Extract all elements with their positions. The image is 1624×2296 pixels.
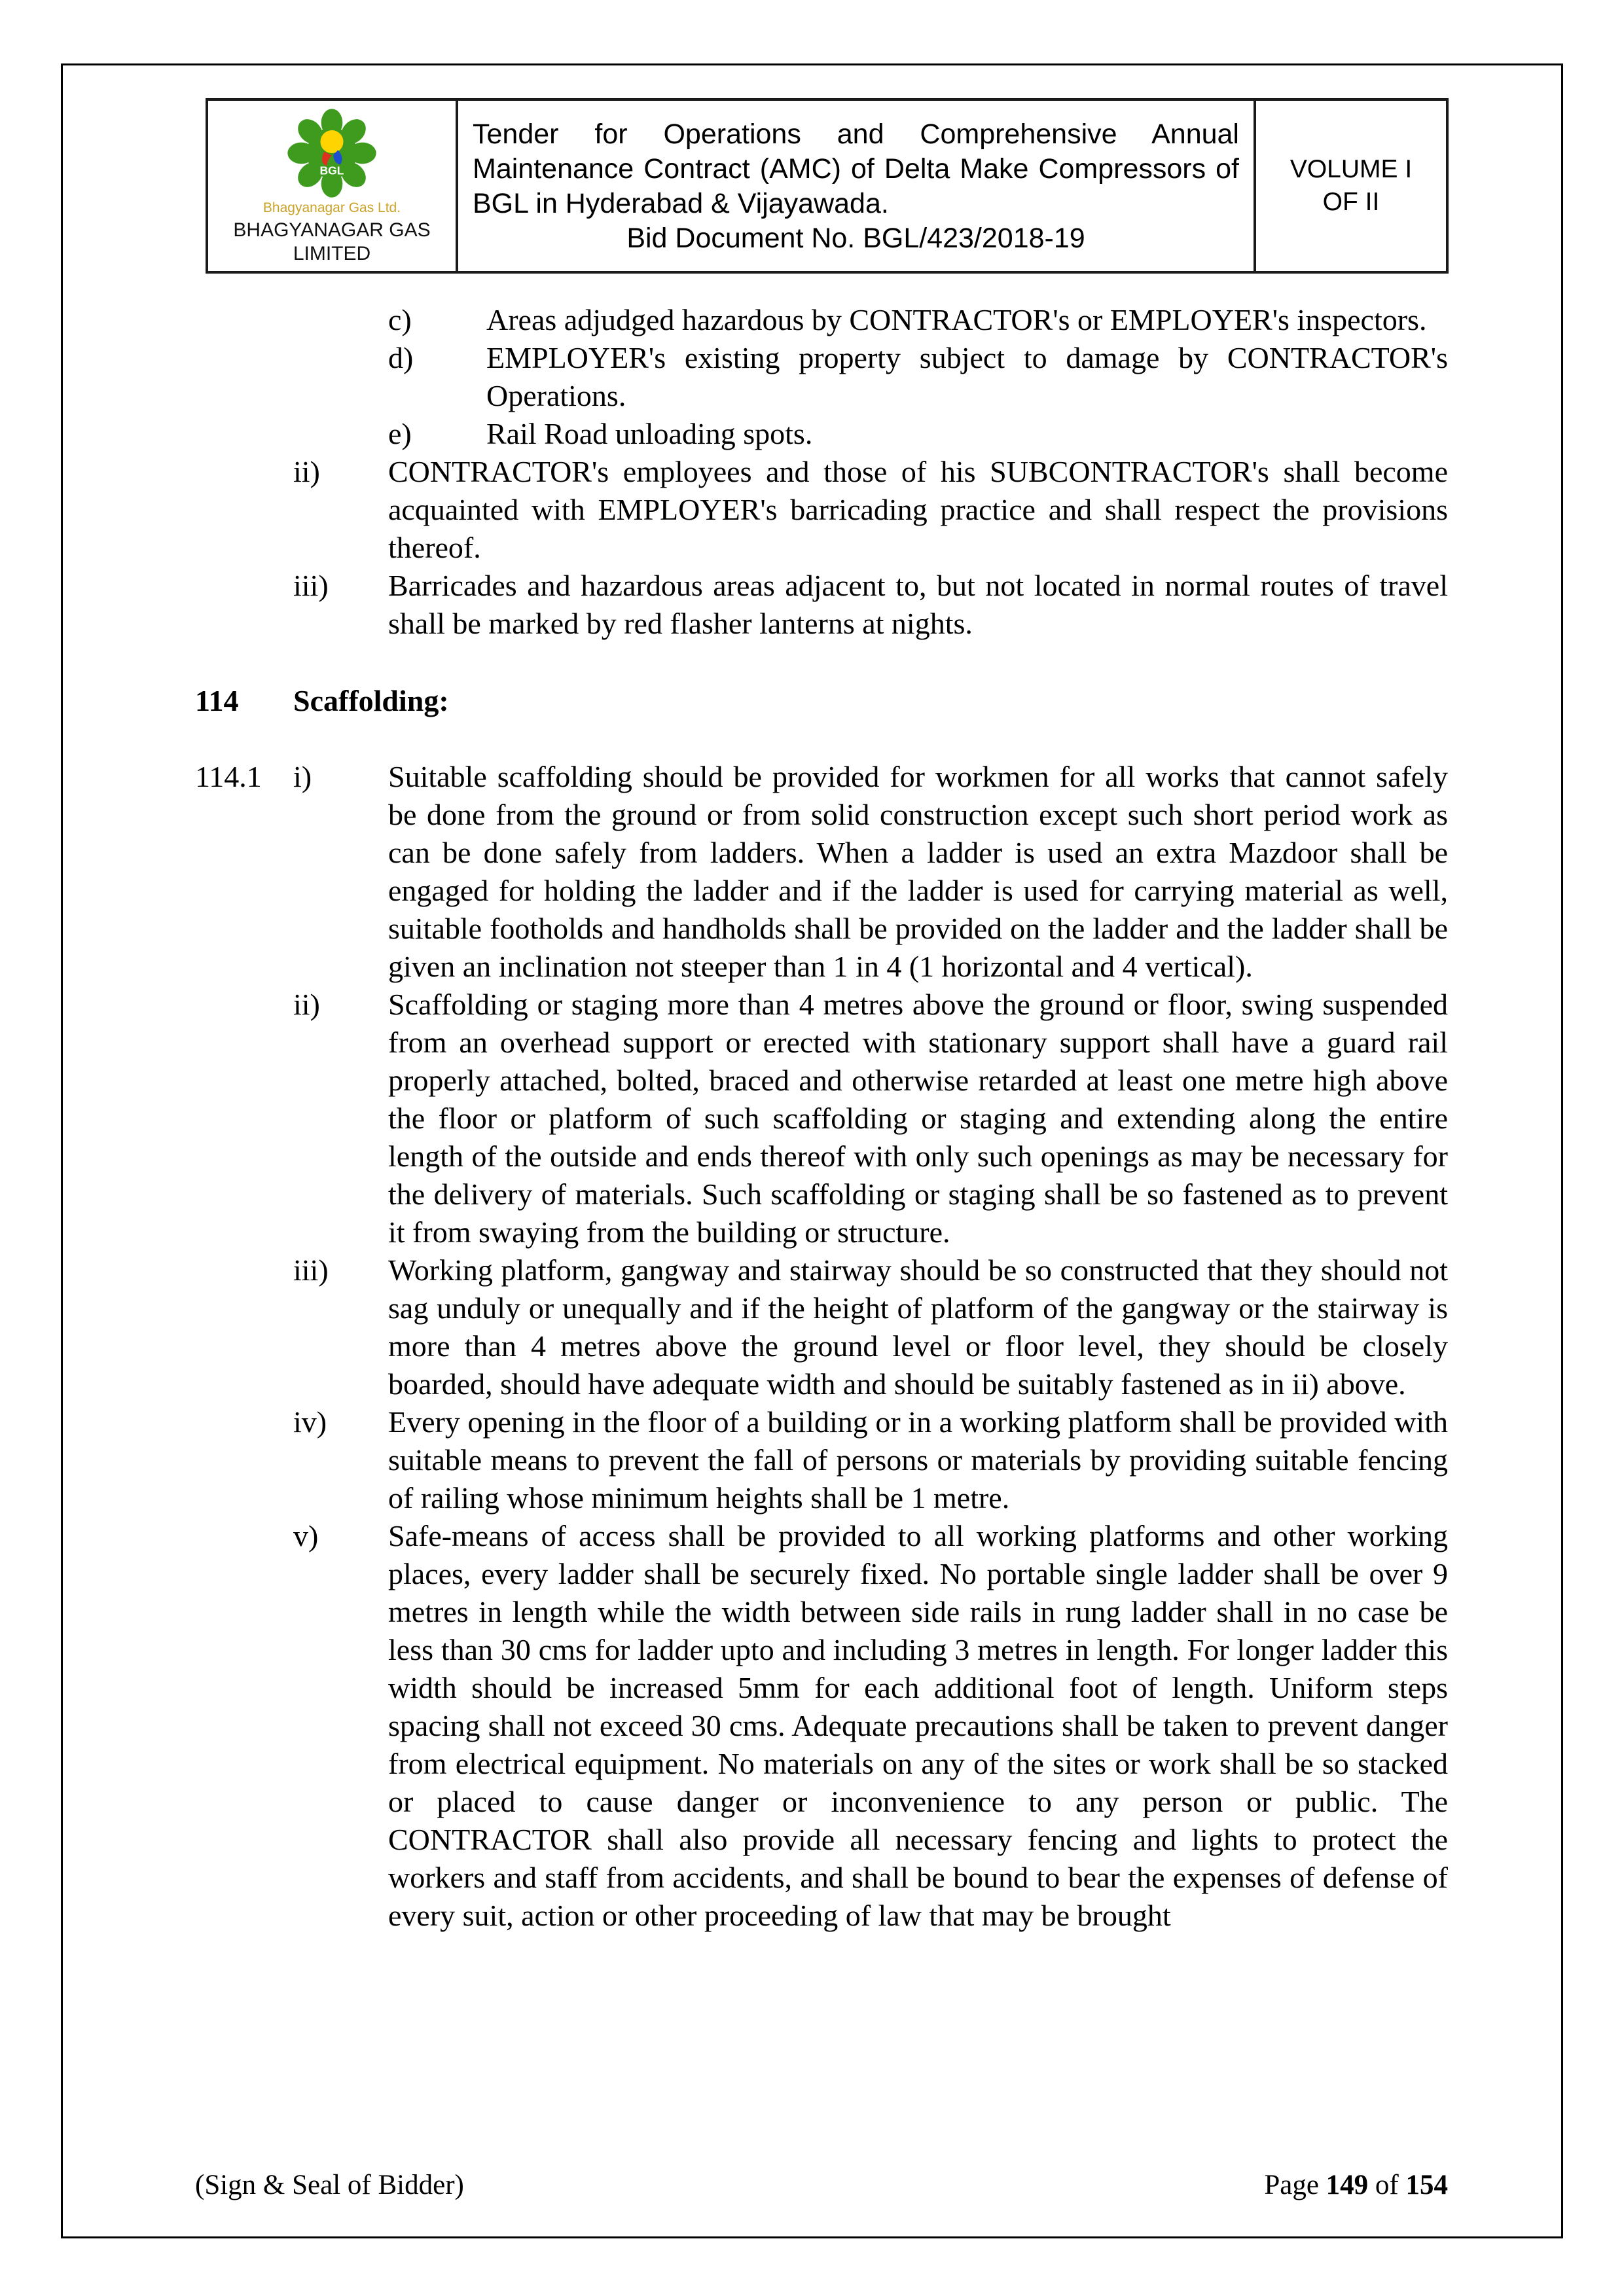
list-item-label: ii)	[293, 455, 320, 488]
company-name-line2: LIMITED	[293, 243, 371, 264]
bgl-logo-icon	[286, 107, 378, 199]
sign-seal-note: (Sign & Seal of Bidder)	[195, 2170, 464, 2200]
list-item-text: Suitable scaffolding should be provided for workmen for all works that cannot safely be done from the ground or from solid construction except such short period work as can be done safely from ladders. When a ladder is used an extra Mazdoor shall be engaged for holding the ladder and if the ladder is used for carrying material as well, suitable footholds and handholds shall be provided on the ladder and the ladder shall be given an inclination not steeper than 1 in 4 (1 horizontal and 4 vertical).	[388, 760, 1448, 983]
page-total: 154	[1405, 2170, 1448, 2200]
list-item-label: e)	[388, 417, 412, 450]
page-border	[61, 63, 1563, 2238]
page-label: Page	[1264, 2170, 1326, 2200]
list-item-label: c)	[388, 303, 412, 336]
list-item-label: iv)	[293, 1405, 327, 1439]
list-item-text: Every opening in the floor of a building or in a working platform shall be provided with suitable means to prevent the fall of persons or materials by providing suitable fencing of railing whose minimum heights shall be 1 metre.	[388, 1405, 1448, 1515]
section-title: Scaffolding:	[293, 684, 449, 717]
clause-item-i	[195, 758, 1448, 986]
list-item-label: iii)	[293, 569, 329, 602]
header-table	[206, 98, 1449, 274]
clause-item-ii	[195, 986, 1448, 1251]
logo-caption: Bhagyanagar Gas Ltd.	[262, 200, 401, 215]
list-item-e	[195, 415, 1448, 453]
list-item-c	[195, 301, 1448, 339]
page-of: of	[1368, 2170, 1406, 2200]
volume-line1: VOLUME I	[1290, 155, 1413, 183]
page-number	[1264, 2168, 1448, 2202]
company-name-line1: BHAGYANAGAR GAS	[233, 219, 431, 241]
list-item-text: Scaffolding or staging more than 4 metres above the ground or floor, swing suspended from an overhead support or erected with stationary support shall have a guard rail properly attached, bolted, braced and otherwise retarded at least one metre high above the floor or platform of such scaffolding or staging and extending along the entire length of the outside and ends thereof with only such openings as may be necessary for the delivery of materials. Such scaffolding or staging shall be so fastened as to prevent it from swaying from the building or structure.	[388, 988, 1448, 1249]
clause-item-v	[195, 1517, 1448, 1935]
list-item-text: EMPLOYER's existing property subject to damage by CONTRACTOR's Operations.	[486, 341, 1448, 412]
list-item-label: iii)	[293, 1253, 329, 1287]
section-heading	[195, 682, 1448, 720]
document-body	[63, 274, 1561, 1935]
clause-item-iii	[195, 1251, 1448, 1403]
volume-line2: OF II	[1322, 188, 1380, 216]
header-logo-cell	[208, 101, 458, 271]
list-item-label: v)	[293, 1519, 319, 1552]
tender-title: Tender for Operations and Comprehensive Annual Maintenance Contract (AMC) of Delta Make Compressors of BGL in Hyderabad & Vijayawada.	[473, 118, 1239, 219]
list-item-text: Barricades and hazardous areas adjacent to, but not located in normal routes of travel shall be marked by red flasher lanterns at nights.	[388, 569, 1448, 640]
list-item-text: CONTRACTOR's employees and those of his SUBCONTRACTOR's shall become acquainted with EMPLOYER's barricading practice and shall respect the provisions thereof.	[388, 455, 1448, 564]
list-item-text: Safe-means of access shall be provided to all working platforms and other working places, every ladder shall be securely fixed. No portable single ladder shall be over 9 metres in length while the width between side rails in rung ladder shall in no case be less than 30 cms for ladder upto and including 3 metres in length. For longer ladder this width should be increased 5mm for each additional foot of length. Uniform steps spacing shall not exceed 30 cms. Adequate precautions shall be taken to prevent danger from electrical equipment. No materials on any of the sites or work shall be so stacked or placed to cause danger or inconvenience to any person or public. The CONTRACTOR shall also provide all necessary fencing and lights to protect the workers and staff from accidents, and shall be bound to bear the expenses of defense of every suit, action or other proceeding of law that may be brought	[388, 1519, 1448, 1932]
list-item-d	[195, 339, 1448, 415]
clause-number: 114.1	[195, 760, 262, 793]
section-number: 114	[195, 684, 239, 717]
header-volume-cell	[1256, 101, 1446, 271]
list-item-label: d)	[388, 341, 414, 374]
page-footer	[195, 2168, 1448, 2202]
header-title-cell	[458, 101, 1256, 271]
list-item-text: Working platform, gangway and stairway should be so constructed that they should not sag unduly or unequally and if the height of platform of the gangway or the stairway is more than 4 metres above the ground level or floor level, they should be closely boarded, should have adequate width and should be suitably fastened as in ii) above.	[388, 1253, 1448, 1401]
list-item-text: Areas adjudged hazardous by CONTRACTOR's or EMPLOYER's inspectors.	[486, 303, 1427, 336]
list-item-ii	[195, 453, 1448, 567]
list-item-iii	[195, 567, 1448, 643]
clause-item-iv	[195, 1403, 1448, 1517]
list-item-text: Rail Road unloading spots.	[486, 417, 813, 450]
list-item-label: ii)	[293, 988, 320, 1021]
bid-document-number: Bid Document No. BGL/423/2018-19	[626, 223, 1085, 254]
logo-text: BGL	[319, 164, 344, 177]
page-current: 149	[1326, 2170, 1369, 2200]
list-item-label: i)	[293, 760, 312, 793]
company-name	[233, 219, 430, 266]
